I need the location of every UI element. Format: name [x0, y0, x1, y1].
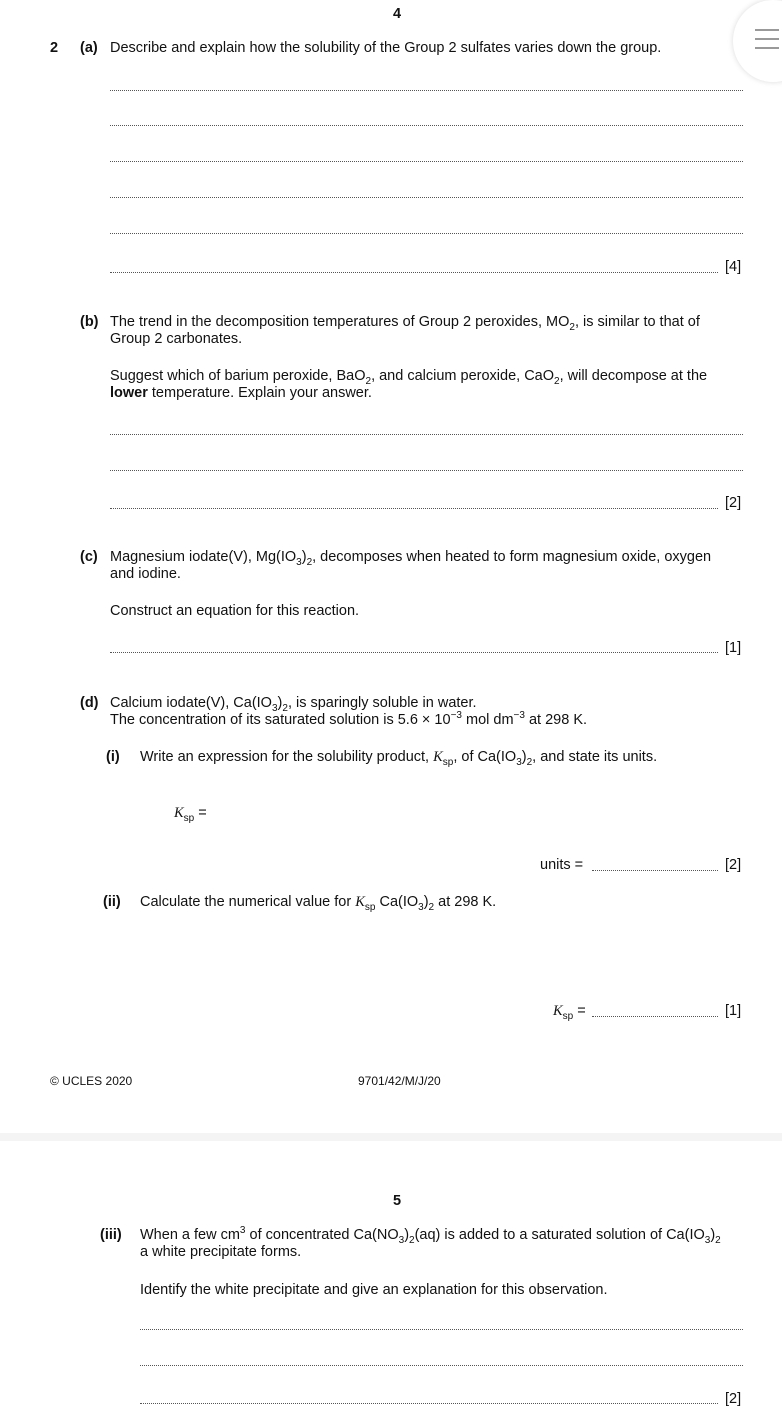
paper-code: 9701/42/M/J/20 — [358, 1074, 441, 1088]
part-d-i-marks: [2] — [725, 857, 742, 873]
answer-line[interactable] — [110, 434, 743, 435]
question-number: 2 — [50, 40, 59, 56]
part-d-ii-question: Calculate the numerical value for $K_{sp}$ $Ca(IO_3)_2$ at 298 K. — [140, 894, 497, 913]
part-b-label: (b) — [80, 314, 99, 330]
exam-page-5 — [0, 1141, 782, 1408]
part-d-iii-label: (iii) — [100, 1227, 122, 1243]
answer-line[interactable] — [140, 1365, 743, 1366]
part-b-question-line2: Group 2 carbonates. — [110, 331, 243, 347]
part-d-ii-label: (ii) — [103, 894, 121, 910]
page-number: 4 — [393, 6, 402, 22]
answer-line[interactable] — [110, 652, 718, 653]
part-b-question-line1: The trend in the decomposition temperatures of Group 2 peroxides, $MO_2$, is similar to that of — [110, 314, 700, 333]
menu-button[interactable] — [733, 0, 782, 82]
part-c-question-line1: Magnesium iodate(V), $Mg(IO_3)_2$, decomposes when heated to form magnesium oxide, oxygen — [110, 549, 712, 568]
answer-line[interactable] — [110, 197, 743, 198]
part-c-question-line2: and iodine. — [110, 566, 181, 582]
part-a-question: Describe and explain how the solubility of the Group 2 sulfates varies down the group. — [110, 40, 662, 56]
part-a-label: (a) — [80, 40, 98, 56]
part-a-marks: [4] — [725, 259, 742, 275]
part-d-iii-question-line1: When a few $cm^3$ of concentrated $Ca(NO_3)_2(aq)$ is added to a saturated solution of $Ca(IO_3)_2$ — [140, 1225, 721, 1246]
answer-line[interactable] — [110, 233, 743, 234]
answer-line[interactable] — [140, 1403, 718, 1404]
part-b-suggest-line2: lower temperature. Explain your answer. — [110, 385, 372, 401]
part-d-i-question: Write an expression for the solubility product, $K_{sp}$, of $Ca(IO_3)_2$, and state its units. — [140, 749, 658, 768]
part-b-marks: [2] — [725, 495, 742, 511]
part-d-i-label: (i) — [106, 749, 120, 765]
part-d-ii-marks: [1] — [725, 1003, 742, 1019]
part-b-suggest-line1: Suggest which of barium peroxide, BaO$_2$, and calcium peroxide, CaO$_2$, will decompose at the — [110, 368, 708, 387]
units-answer-line[interactable] — [592, 870, 718, 871]
answer-line[interactable] — [110, 470, 743, 471]
part-d-iii-marks: [2] — [725, 1391, 742, 1407]
units-label: units = — [540, 857, 584, 873]
part-c-instruction: Construct an equation for this reaction. — [110, 603, 360, 619]
part-c-label: (c) — [80, 549, 98, 565]
page-number: 5 — [393, 1193, 402, 1209]
answer-line[interactable] — [110, 272, 718, 273]
answer-line[interactable] — [110, 508, 718, 509]
answer-line[interactable] — [110, 161, 743, 162]
part-d-iii-instruction: Identify the white precipitate and give an explanation for this observation. — [140, 1282, 608, 1298]
ksp-expression-label: $K_{sp}$ = — [174, 805, 207, 824]
menu-icon-bar — [755, 47, 779, 49]
ksp-answer-line[interactable] — [592, 1016, 718, 1017]
copyright: © UCLES 2020 — [50, 1074, 133, 1088]
answer-line[interactable] — [140, 1329, 743, 1330]
part-d-line1: Calcium iodate(V), $Ca(IO_3)_2$, is sparingly soluble in water. — [110, 695, 477, 714]
menu-icon — [755, 29, 779, 31]
menu-icon-bar — [755, 38, 779, 40]
part-c-marks: [1] — [725, 640, 742, 656]
answer-line[interactable] — [110, 125, 743, 126]
answer-line[interactable] — [110, 90, 743, 91]
part-d-iii-question-line2: a white precipitate forms. — [140, 1244, 302, 1260]
part-d-label: (d) — [80, 695, 99, 711]
ksp-value-label: $K_{sp}$ = — [553, 1003, 586, 1022]
part-d-line2: The concentration of its saturated solution is $5.6 \times 10^{-3}$ mol $dm^{-3}$ at 298 K. — [110, 710, 588, 728]
